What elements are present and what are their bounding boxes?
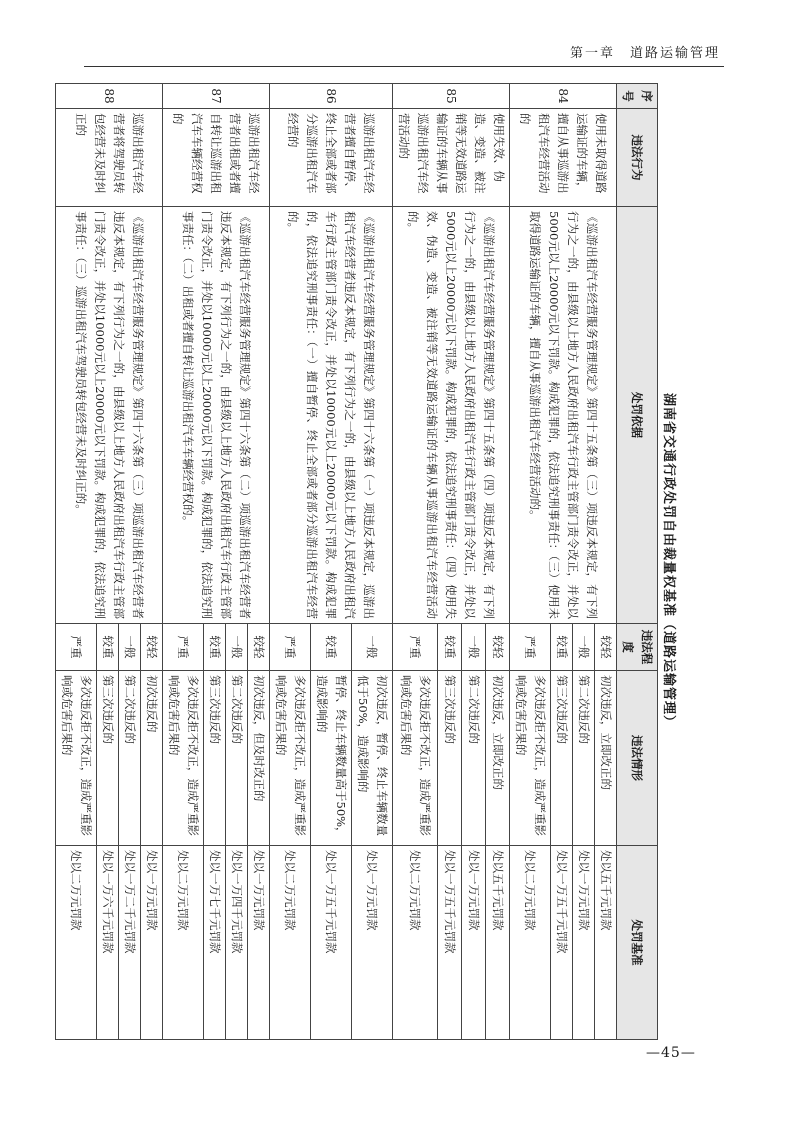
table-title: 湖南省交通行政处罚自由裁量权基准（道路运输管理） (661, 392, 676, 729)
violation-level: 严重 (510, 624, 551, 671)
violation-situation: 初次违反，立即改正的 (595, 671, 617, 846)
penalty-standard: 处以二万元罚款 (270, 846, 311, 1040)
penalty-basis: 《巡游出租汽车经营服务管理规定》第四十六条第（三）项巡游出租汽车经营者违反本规定，有下列行为之一的，由县级以上地方人民政府出租汽车行政主管部门责令改正，并处以10000元以上20000元以下罚款。构成犯罪的，依法追究刑事责任：（三）巡游出租汽车驾驶员转包经营未及时纠正的。 (56, 207, 163, 624)
violation-situation: 第二次违反的 (573, 671, 595, 846)
penalty-basis: 《巡游出租汽车经营服务管理规定》第四十五条第（三）项违反本规定，有下列行为之一的，由县级以上地方人民政府出租汽车行政主管部门责令改正，并处以5000元以上20000元以下罚款。构成犯罪的，依法追究刑事责任：（三）使用未取得道路运输证的车辆，擅自从事巡游出租汽车经营活动的。 (510, 207, 617, 624)
violation-level: 严重 (270, 624, 311, 671)
violation-act: 使用失效、伪造、变造、被注销等无效道路运输证的车辆从事巡游出租汽车经营活动的 (393, 109, 510, 207)
penalty-table (55, 83, 658, 1040)
header-row (617, 84, 658, 1040)
rotated-table-area (60, 83, 678, 1039)
violation-act: 巡游出租汽车经营者将驾驶员转包经营未及时纠正的 (56, 109, 163, 207)
penalty-standard: 处以一万六千元罚款 (97, 846, 119, 1040)
penalty-standard: 处以一万四千元罚款 (226, 846, 248, 1040)
violation-level: 严重 (163, 624, 204, 671)
violation-level: 较重 (204, 624, 226, 671)
penalty-standard: 处以一万元罚款 (248, 846, 270, 1040)
rotated-content (60, 83, 678, 1039)
violation-situation: 多次违反拒不改正，造成严重影响或危害后果的 (270, 671, 311, 846)
violation-level: 较重 (437, 624, 461, 671)
violation-situation: 第三次违反的 (97, 671, 119, 846)
penalty-standard: 处以五千元罚款 (595, 846, 617, 1040)
col-header-seq: 序号 (617, 84, 658, 109)
violation-act: 使用未取得道路运输证的车辆，擅自从事巡游出租汽车经营活动的 (510, 109, 617, 207)
violation-situation: 第三次违反的 (437, 671, 461, 846)
col-header-basis: 处罚依据 (617, 207, 658, 624)
violation-situation: 多次违反拒不改正，造成严重影响或危害后果的 (510, 671, 551, 846)
violation-level: 一般 (461, 624, 485, 671)
penalty-standard: 处以一万元罚款 (461, 846, 485, 1040)
penalty-standard: 处以一万元罚款 (352, 846, 393, 1040)
penalty-standard: 处以二万元罚款 (393, 846, 438, 1040)
violation-level: 一般 (352, 624, 393, 671)
col-header-act: 违法行为 (617, 109, 658, 207)
violation-situation: 暂停、终止车辆数量高于50%，造成影响的 (311, 671, 352, 846)
violation-level: 一般 (119, 624, 141, 671)
penalty-standard: 处以五千元罚款 (485, 846, 509, 1040)
violation-situation: 多次违反拒不改正，造成严重影响或危害后果的 (163, 671, 204, 846)
row-number: 85 (393, 84, 510, 109)
penalty-standard: 处以一万二千元罚款 (119, 846, 141, 1040)
violation-level: 较轻 (485, 624, 509, 671)
penalty-standard: 处以二万元罚款 (56, 846, 97, 1040)
violation-situation: 多次违反拒不改正，造成严重影响或危害后果的 (56, 671, 97, 846)
table-row (595, 84, 617, 1040)
page-number: —45— (646, 1045, 696, 1061)
running-header: 第一章 道路运输管理 (569, 46, 720, 61)
row-number: 87 (163, 84, 270, 109)
violation-situation: 多次违反拒不改正，造成严重影响或危害后果的 (393, 671, 438, 846)
violation-situation: 初次违反的 (141, 671, 163, 846)
violation-level: 较轻 (248, 624, 270, 671)
violation-level: 一般 (226, 624, 248, 671)
table-row (248, 84, 270, 1040)
violation-situation: 初次违反，但及时改正的 (248, 671, 270, 846)
violation-situation: 第二次违反的 (461, 671, 485, 846)
penalty-standard: 处以二万元罚款 (163, 846, 204, 1040)
penalty-standard: 处以一万五千元罚款 (437, 846, 461, 1040)
penalty-standard: 处以一万元罚款 (141, 846, 163, 1040)
col-header-level: 违法程度 (617, 624, 658, 671)
table-row (485, 84, 509, 1040)
penalty-standard: 处以一万元罚款 (573, 846, 595, 1040)
row-number: 88 (56, 84, 163, 109)
col-header-penalty: 处罚基准 (617, 846, 658, 1040)
violation-situation: 初次违反，暂停、终止车辆数量低于50%，造成影响的 (352, 671, 393, 846)
violation-level: 严重 (393, 624, 438, 671)
row-number: 84 (510, 84, 617, 109)
penalty-standard: 处以一万五千元罚款 (311, 846, 352, 1040)
header-rule (84, 66, 724, 67)
penalty-basis: 《巡游出租汽车经营服务管理规定》第四十五条第（四）项违反本规定，有下列行为之一的，由县级以上地方人民政府出租汽车行政主管部门责令改正，并处以5000元以上20000元以下罚款。构成犯罪的，依法追究刑事责任：（四）使用失效、伪造、变造、被注销等无效道路运输证的车辆从事巡游出租汽车经营活动的。 (393, 207, 510, 624)
violation-level: 较重 (311, 624, 352, 671)
violation-level: 较重 (97, 624, 119, 671)
penalty-basis: 《巡游出租汽车经营服务管理规定》第四十六条第（二）项巡游出租汽车经营者违反本规定，有下列行为之一的，由县级以上地方人民政府出租汽车行政主管部门责令改正，并处以10000元以上20000元以下罚款。构成犯罪的，依法追究刑事责任：（二）出租或者擅自转让巡游出租汽车车辆经营权的。 (163, 207, 270, 624)
violation-act: 巡游出租汽车经营者出租或者擅自转让巡游出租汽车车辆经营权的 (163, 109, 270, 207)
violation-situation: 第三次违反的 (204, 671, 226, 846)
violation-level: 较轻 (141, 624, 163, 671)
row-number: 86 (270, 84, 393, 109)
violation-level: 较重 (551, 624, 573, 671)
table-row (352, 84, 393, 1040)
violation-level: 严重 (56, 624, 97, 671)
violation-situation: 初次违反，立即改正的 (485, 671, 509, 846)
violation-level: 一般 (573, 624, 595, 671)
penalty-standard: 处以二万元罚款 (510, 846, 551, 1040)
violation-act: 巡游出租汽车经营者擅自暂停、终止全部或者部分巡游出租汽车经营的 (270, 109, 393, 207)
violation-level: 较轻 (595, 624, 617, 671)
table-row (141, 84, 163, 1040)
violation-situation: 第二次违反的 (119, 671, 141, 846)
violation-situation: 第三次违反的 (551, 671, 573, 846)
penalty-standard: 处以一万五千元罚款 (551, 846, 573, 1040)
penalty-standard: 处以一万七千元罚款 (204, 846, 226, 1040)
col-header-situation: 违法情形 (617, 671, 658, 846)
violation-situation: 第二次违反的 (226, 671, 248, 846)
penalty-basis: 《巡游出租汽车经营服务管理规定》第四十六条第（一）项违反本规定，巡游出租汽车经营者违反本规定，有下列行为之一的，由县级以上地方人民政府出租汽车行政主管部门责令改正，并处以10000元以上20000元以下罚款。构成犯罪的，依法追究刑事责任：（一）擅自暂停、终止全部或者部分巡游出租汽车经营的。 (270, 207, 393, 624)
